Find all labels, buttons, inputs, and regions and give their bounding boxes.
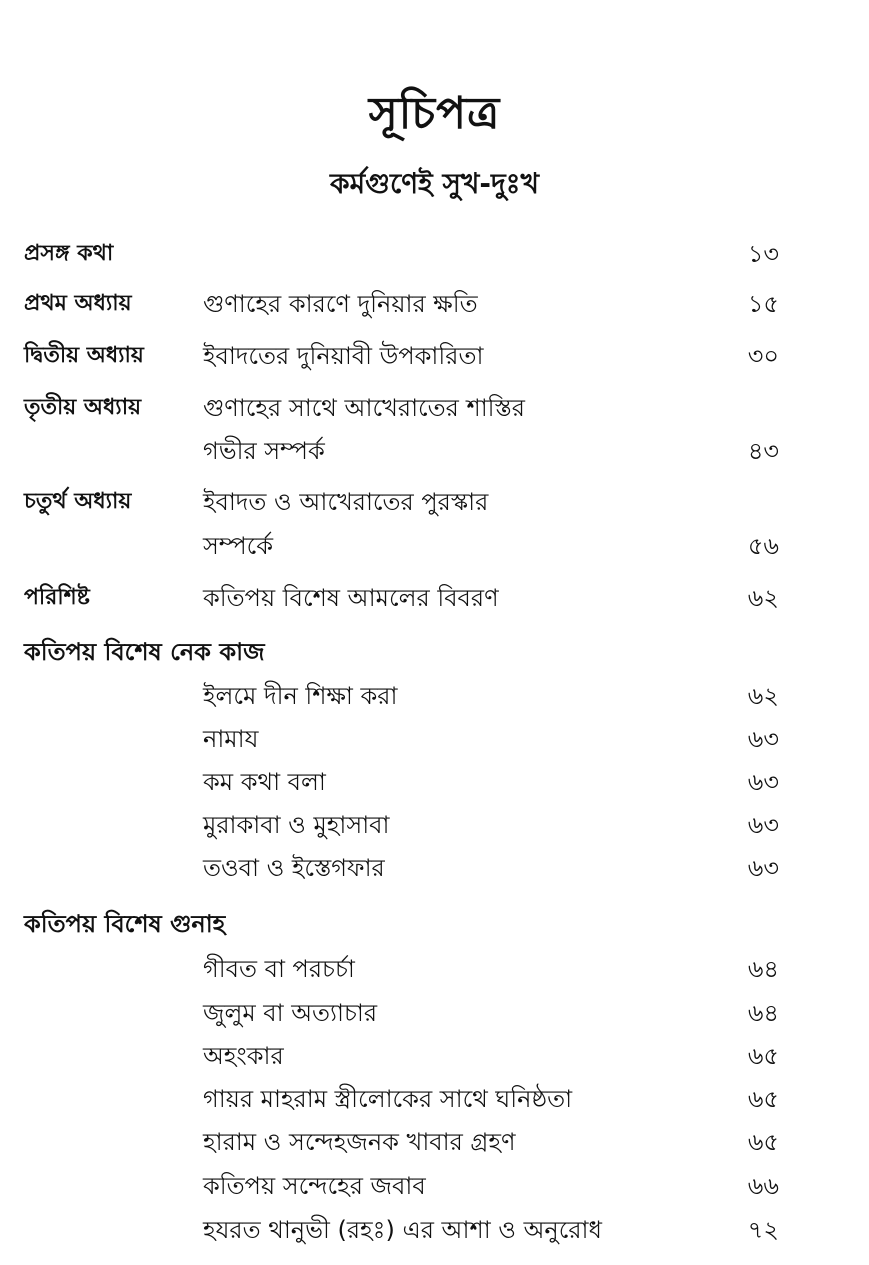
toc-row-chapter-1 <box>0 286 869 326</box>
toc-page-number: ৩০ <box>747 342 779 370</box>
toc-row <box>0 1038 869 1078</box>
toc-row <box>0 807 869 847</box>
toc-row <box>0 1212 869 1252</box>
toc-topic: তওবা ও ইস্তেগফার <box>203 854 385 882</box>
toc-row <box>0 1081 869 1121</box>
toc-topic: কম কথা বলা <box>203 768 326 796</box>
toc-page-number: ৬২ <box>747 682 779 710</box>
toc-topic: ইবাদত ও আখেরাতের পুরস্কার <box>203 488 489 516</box>
toc-topic-continued: গভীর সম্পর্ক <box>203 437 325 465</box>
toc-page-number: ৬৪ <box>747 955 779 983</box>
section-good-deeds <box>0 634 869 674</box>
toc-page-number: ৬৫ <box>747 1128 779 1156</box>
toc-page-number: ৬৫ <box>747 1085 779 1113</box>
toc-row <box>0 995 869 1035</box>
toc-row <box>0 678 869 718</box>
toc-row <box>0 850 869 890</box>
toc-topic: অহংকার <box>203 1042 284 1070</box>
toc-label: পরিশিষ্ট <box>24 585 90 610</box>
toc-row-chapter-3-cont <box>0 433 869 473</box>
toc-page-number: ১৫ <box>747 290 779 318</box>
toc-topic: কতিপয় সন্দেহের জবাব <box>203 1172 426 1200</box>
toc-topic: গীবত বা পরচর্চা <box>203 955 355 983</box>
page-title: সূচিপত্র <box>368 88 501 139</box>
toc-topic: হারাম ও সন্দেহজনক খাবার গ্রহণ <box>203 1128 516 1156</box>
toc-topic-continued: সম্পর্কে <box>203 532 274 560</box>
toc-topic: গুণাহের কারণে দুনিয়ার ক্ষতি <box>203 290 478 318</box>
toc-page-number: ৬৫ <box>747 1042 779 1070</box>
toc-topic: নামায <box>203 725 259 753</box>
toc-topic: কতিপয় বিশেষ আমলের বিবরণ <box>203 584 499 612</box>
toc-row <box>0 721 869 761</box>
toc-label: দ্বিতীয় অধ্যায় <box>24 343 144 368</box>
toc-page-number: ৬৩ <box>747 725 779 753</box>
section-heading: কতিপয় বিশেষ গুনাহ <box>24 910 226 938</box>
toc-page-number: ৬৩ <box>747 854 779 882</box>
toc-topic: মুরাকাবা ও মুহাসাবা <box>203 811 390 839</box>
toc-row-appendix <box>0 580 869 620</box>
toc-page-number: ৬৩ <box>747 768 779 796</box>
section-sins <box>0 906 869 946</box>
toc-page-number: ৬২ <box>747 584 779 612</box>
toc-page-number: ৬৬ <box>747 1172 779 1200</box>
section-heading: কতিপয় বিশেষ নেক কাজ <box>24 638 265 666</box>
toc-row-chapter-2 <box>0 338 869 378</box>
toc-row-preface <box>0 236 869 276</box>
toc-row-chapter-4 <box>0 484 869 524</box>
toc-topic: হযরত থানুভী (রহঃ) এর আশা ও অনুরোধ <box>203 1216 602 1244</box>
toc-topic: ইবাদতের দুনিয়াবী উপকারিতা <box>203 342 484 370</box>
toc-page-number: ৫৬ <box>747 532 779 560</box>
toc-row <box>0 1168 869 1208</box>
toc-label: প্রসঙ্গ কথা <box>24 241 114 266</box>
toc-label: তৃতীয় অধ্যায় <box>24 395 142 420</box>
toc-row <box>0 764 869 804</box>
toc-topic: গায়র মাহরাম স্ত্রীলোকের সাথে ঘনিষ্ঠতা <box>203 1085 573 1113</box>
toc-page-number: ৪৩ <box>747 437 779 465</box>
toc-label: প্রথম অধ্যায় <box>24 291 132 316</box>
toc-topic: গুণাহের সাথে আখেরাতের শাস্তির <box>203 394 525 422</box>
toc-topic: জুলুম বা অত্যাচার <box>203 999 378 1027</box>
toc-page-number: ৬৪ <box>747 999 779 1027</box>
page-subtitle: কর্মগুণেই সুখ-দুঃখ <box>330 167 539 200</box>
toc-row <box>0 1124 869 1164</box>
toc-topic: ইলমে দীন শিক্ষা করা <box>203 682 398 710</box>
toc-page-number: ৭২ <box>747 1216 779 1244</box>
toc-row-chapter-3 <box>0 390 869 430</box>
toc-page-number: ৬৩ <box>747 811 779 839</box>
toc-page-number: ১৩ <box>747 240 779 268</box>
toc-label: চতুর্থ অধ্যায় <box>24 489 132 514</box>
toc-row <box>0 951 869 991</box>
toc-row-chapter-4-cont <box>0 528 869 568</box>
